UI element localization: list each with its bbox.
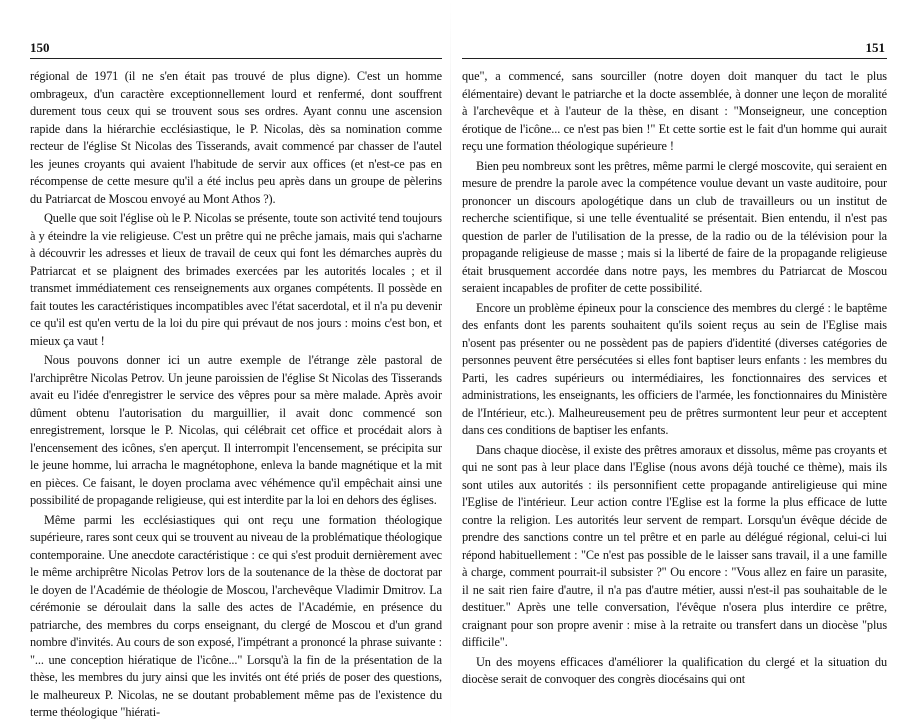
paragraph-continuation: que", a commencé, sans sourciller (notre doyen doit manquer du tact le plus élémentaire) devant le patriarche et la docte assemblée, à donner une leçon de moralité à l'archevêque et à l'auteur de la thèse, en disant : "Monseigneur, une conception érotique de l'icône... ce n'est pas bien !" Et cette sortie est le fait d'un homme qui aurait reçu une formation théologique supérieure ! xyxy=(462,69,887,153)
right-page xyxy=(450,0,901,727)
page-number-left: 150 xyxy=(30,40,442,59)
paragraph: Encore un problème épineux pour la conscience des membres du clergé : le baptême des enfants dont les parents souhaitent qu'ils soient reçus au sein de l'Eglise mais n'osent pas présenter ou ne possèdent pas de papiers d'identité (diverses catégories de personnes peuvent être persécutées si elles font baptiser leurs enfants : les membres du Parti, les cadres supérieurs ou intermédiaires, les fonctionnaires des services et administrations, les enseignants, les officiers de l'armée, les fonctionnaires du Ministère de l'Intérieur, etc.). Malheureusement peu de prêtres surmontent leur peur et acceptent dans ces conditions de baptiser les enfants. xyxy=(462,300,887,437)
paragraph-continuation: régional de 1971 (il ne s'en était pas trouvé de plus digne). C'est un homme ombrageux, d'un caractère exceptionnellement lourd et renfermé, dont souffrent durement tous ceux qui se trouvent sous ses ordres. Ayant connu une ascension rapide dans la hiérarchie ecclésiastique, le P. Nicolas, dès sa nomination comme recteur de l'église St Nicolas des Tisserands, avait commencé par chasser de l'autel les jeunes croyants qui avaient l'habitude de servir aux offices (et n'est-ce pas en récompense de cette mesure qu'il a été inclus peu après dans un groupe de pèlerins du Patriarcat de Moscou envoyé au Mont Athos ?). xyxy=(30,69,442,206)
left-page xyxy=(0,0,450,727)
paragraph: Quelle que soit l'église où le P. Nicolas se présente, toute son activité tend toujours à y éteindre la vie religieuse. C'est un prêtre qui ne prêche jamais, mais qui s'acharne à découvrir les adresses et lieux de travail de ceux qui font les démarches auprès du Patriarcat et se plaignent des brimades exercées par les autorités locales ; et il transmet immédiatement ces renseignements aux organes compétents. Il possède en fait toutes les caractéristiques incompatibles avec l'état sacerdotal, et il n'a pu devenir ce qu'il est qu'en vertu de la loi du pire qui prévaut de nos jours : moins c'est bon, et mieux ça vaut ! xyxy=(30,211,442,348)
paragraph: Bien peu nombreux sont les prêtres, même parmi le clergé moscovite, qui seraient en mesure de prendre la parole avec la compétence voulue devant un vaste auditoire, pour prononcer un discours apologétique dans un club de travailleurs ou un institut de recherche scientifique, si une telle éventualité se présentait. Bien entendu, il n'est pas question de parler de l'utilisation de la presse, de la radio ou de la télévision pour la propagande religieuse de masse ; mais si la liberté de faire de la propagande religieuse était brusquement accordée dans notre pays, les membres du Patriarcat de Moscou seraient incapables de profiter de cette possibilité. xyxy=(462,158,887,295)
paragraph: Dans chaque diocèse, il existe des prêtres amoraux et dissolus, même pas croyants et qui ne sont pas à leur place dans l'Eglise (nous avons déjà touché ce thème), mais ils sont utiles aux autorités : ils personnifient cette propagande antireligieuse qui mine l'Eglise de l'intérieur. Leur action contre l'Eglise est la forme la plus efficace de lutte contre la religion. Les autorités leur servent de rempart. Lorsqu'un évêque décide de prendre des sanctions contre un tel prêtre et en parle au délégué régional, celui-ci lui répond habituellement : "Ce n'est pas possible de le laisser sans travail, il a une famille à charge, comment pourrait-il subsister ?" Ou encore : "Vous allez en faire un parasite, il ne sait rien faire d'autre, il n'a pas d'autre métier, aussi n'est-il pas souhaitable de le destituer." Après une telle conversation, l'évêque n'osera plus interdire ce prêtre, craignant pour son propre avenir : mise à la retraite ou transfert dans un diocèse "plus difficile". xyxy=(462,442,887,649)
paragraph: Même parmi les ecclésiastiques qui ont reçu une formation théologique supérieure, rares sont ceux qui se trouvent au niveau de la problématique théologique contemporaine. Une anecdote caractéristique : ce qui s'est produit dernièrement avec le même archiprêtre Nicolas Petrov lors de la soutenance de la thèse de doctorat par le doyen de l'Académie de théologie de Moscou, l'archevêque Vladimir Dmitrov. La cérémonie se déroulait dans la salle des actes de l'Académie, en présence du patriarche, des membres du corps enseignant, du clergé de Moscou et d'un grand nombre d'invités. Au cours de son exposé, l'impétrant a prononcé la phrase suivante : "... une conception hiératique de l'icône..." Lorsqu'à la fin de la présentation de la thèse, les membres du jury ainsi que les invités ont été priés de poser des questions, le malheureux P. Nicolas, ne se doutant probablement même pas de l'existence du terme théologique "hiérati- xyxy=(30,512,442,719)
page-number-right: 151 xyxy=(462,40,887,59)
paragraph: Un des moyens efficaces d'améliorer la qualification du clergé et la situation du diocèse serait de convoquer des congrès diocésains qui ont xyxy=(462,654,887,686)
paragraph: Nous pouvons donner ici un autre exemple de l'étrange zèle pastoral de l'archiprêtre Nicolas Petrov. Un jeune paroissien de l'église St Nicolas des Tisserands avait eu l'idée d'enregistrer le service des vêpres pour sa mère malade. Après avoir dûment obtenu l'autorisation du marguillier, il avait donc commencé son enregistrement, lorsque le P. Nicolas, qui célébrait cet office et procédait alors à l'encensement des icônes, s'en aperçut. Il interrompit l'encensement, se précipita sur le jeune homme, lui arracha le magnétophone, enleva la bande magnétique et la mit en pièces. Ce faisant, le doyen proclama avec véhémence qu'il empêchait ainsi une possibilité de propagande religieuse, qui est interdite par la loi en dehors des églises. xyxy=(30,353,442,507)
